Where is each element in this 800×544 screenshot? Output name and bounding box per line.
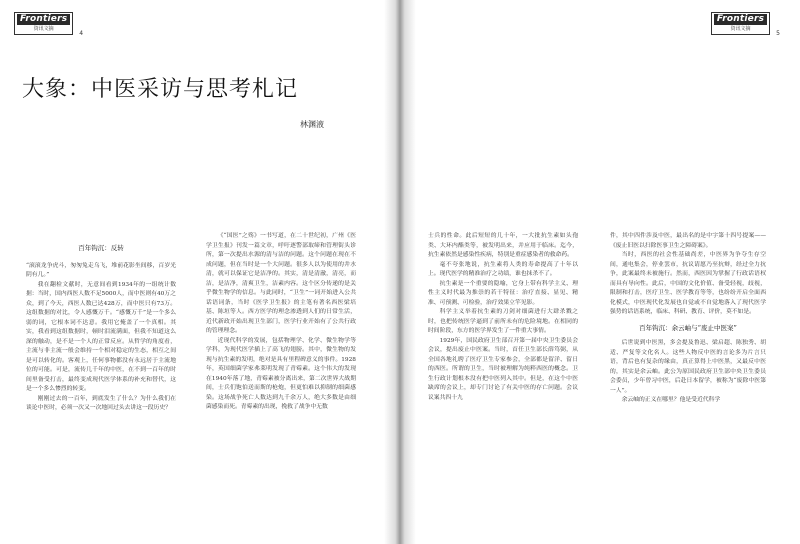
article-title: 大象：中医采访与思考札记 (22, 77, 299, 102)
right-column-2 (610, 232, 766, 406)
paragraph: 我在翻检文献时，无意间看到1934年的一组统计数据：当时，国内西医人数不足5000人，而中医则有40万之众，到了今天，西医人数已达428万，而中医只有73万。这组数据的对比，令人感慨万千。“感慨万千”是一个多么弱的词，它根本词不达意。我用它掩盖了一个真相。其实，我看到这组数据时，顿时泪流满面，但我不知道这么深的触动，是不是一个人的正常反应。从哲学的角度看，主流与非主流一般会维持一个相对稳定的生态，相互之间是可以转化的。客观上，任何事物都没有永远居于主流地位的可能。可是，流传几千年的中医，在不到一百年的时间里备受打击，最终变成现代医学体系的补充和替代，这是一个多么惨烈的转变。 (26, 281, 176, 392)
left-page (0, 0, 384, 544)
paragraph: 士兵的性命。此后短短的几十年，一大批抗生素如头孢类、大环内酯类等，被发明出来，并应用于临床。迄今，抗生素依然是感染性疾病，特别是重症感染者的救命药。 (428, 233, 578, 258)
left-column-2 (206, 232, 356, 413)
paragraph: 抗生素是一个重要的隐喻，它身上带有科学主义、理性主义时代最为推崇的若干特征：治疗直接、显见、精准、可预测、可检验，治疗效果立竿见影。 (428, 280, 578, 306)
paragraph: 刚刚过去的一百年，到底发生了什么？为什么我们在谈论中医时，必须一次又一次地回过头去讲这一段历史？ (26, 395, 176, 411)
right-page-header (711, 12, 780, 37)
paragraph: 余云岫的正义在哪里？他是受近代科学 (621, 397, 721, 403)
frontiers-logo (711, 12, 770, 35)
page-number-left: 4 (79, 30, 84, 37)
section-heading: 百年钩沉：反转 (78, 244, 124, 252)
paragraph: 近现代科学的发展，包括物理学、化学、微生物学等学科，为现代医学插上了高飞的翅膀。其中，微生物的发现与抗生素的发明，绝对是具有里程碑意义的事件。1928年，英国细菌学家弗莱明发现了青霉素。这个伟大的发现在1940年落了地，青霉素被分离出来，第二次世界大战期间，士兵们饱伯送而斯的枪炮，但更怕难以抑制的细菌感染。这场战争死亡人数达到九千余万人，绝大多数是由细菌感染而死。青霉素的出现，挽救了战争中无数 (206, 337, 356, 410)
paragraph: 后世说到中医黑，多会提及鲁迅、梁启超、陈独秀、胡适、严复等文化名人。这些人物反中医的言论多为片言只语，背后也有复杂的缘由，真正算得上中医黑，又最反中医的，其实是余云岫。此公为原国民政府卫生部中央卫生委员会委员，少年曾习中医，后赴日本留学，被称为“废除中医第一人”。 (610, 340, 766, 394)
section-heading: 百年钩沉：余云岫与“废止中医案” (639, 323, 737, 332)
logo-subtitle: 资讯文摘 (33, 26, 54, 32)
paragraph: 科学主义举着抗生素的刀剑对细菌进行大肆杀戮之时，也把传统医学逼到了前所未有的危险境地。在相同的时间阶段，东方的医学界发生了一件重大事情。 (428, 309, 578, 334)
paragraph: 1929年，国民政府卫生部召开第一届中央卫生委员会会议，提出废止中医案。当时，首任卫生部长薛笃弼，从全国各地礼聘了医疗卫生专家参会，全部都是留洋、留日的西医。所谓的卫生，当时被理解为纯粹西医的概念。卫生行政计划根本没有把中医列入其中。但是，在这个中医缺席的会议上，却专门讨论了有关中医的存亡问题。会议议案共四十九 (428, 337, 578, 401)
logo-subtitle: 资讯文摘 (730, 26, 751, 32)
paragraph: “滚滚龙争虎斗，匆匆兔走乌飞，堆前花影坐间移，百岁光阴有几。” (26, 262, 176, 278)
left-column-1 (26, 244, 176, 414)
page-gutter (384, 0, 416, 544)
left-page-header (14, 12, 83, 37)
paragraph: 毫不夸张地说，抗生素将人类的寿命提高了十年以上。现代医学的精准治疗之功绩，谁也抹杀不了。 (428, 261, 578, 277)
page-number-right: 5 (776, 30, 780, 37)
article-author: 林渊液 (300, 120, 324, 129)
logo-text: Frontiers (17, 14, 70, 25)
paragraph: 当时，西医的社会性基础尚差，中医界为争夺生存空间，通电集会，停业罢市，抗议请愿乃至抗辩，经过全力抗争，此案最终未被施行。然而，西医因为掌握了行政话语权而具有导向性。此后，中国的文化价值、备受轻视，歧视，限制和打击，医疗卫生、医学教育等等，也纷纷开启全面西化模式，中医现代化发展也自觉或不自觉地落入了现代医学强势的话语系统，临床、科研、教育、评价，莫不如是。 (610, 252, 766, 315)
frontiers-logo (14, 12, 73, 35)
logo-text: Frontiers (714, 14, 767, 25)
paragraph: 件，其中四件涉及中医，最出名的是中字第十四号提案——《废止旧医以扫除医事卫生之障碍案》。 (610, 233, 766, 249)
right-column-1 (428, 232, 578, 403)
paragraph: 《“国医”之殇》一书写道，在二十世纪初，广州《医学卫生报》刊发一篇文章，呼吁逐警部取缔和管理街头诊所，第一次提出水源的清与洁的问题。这个问题在现在不成问题，但在当时是一个大问题。很多人以为使用的井水清，就可以保证它是洁净的。其实，清是清澈，清亮，而洁，是洁净，清爽卫生，洁素内容。这个区分传递的是关乎微生物学的信息。与此同时，“卫生”一词开始进入公共话语词条，当时《医学卫生报》的主笔有著名西医梁培基、陈垣等人。西方医学的理念渗透到人们的日常生活，近代新政开始出现卫生部门，医学行业开始有了公共行政的管理理念。 (206, 233, 356, 334)
